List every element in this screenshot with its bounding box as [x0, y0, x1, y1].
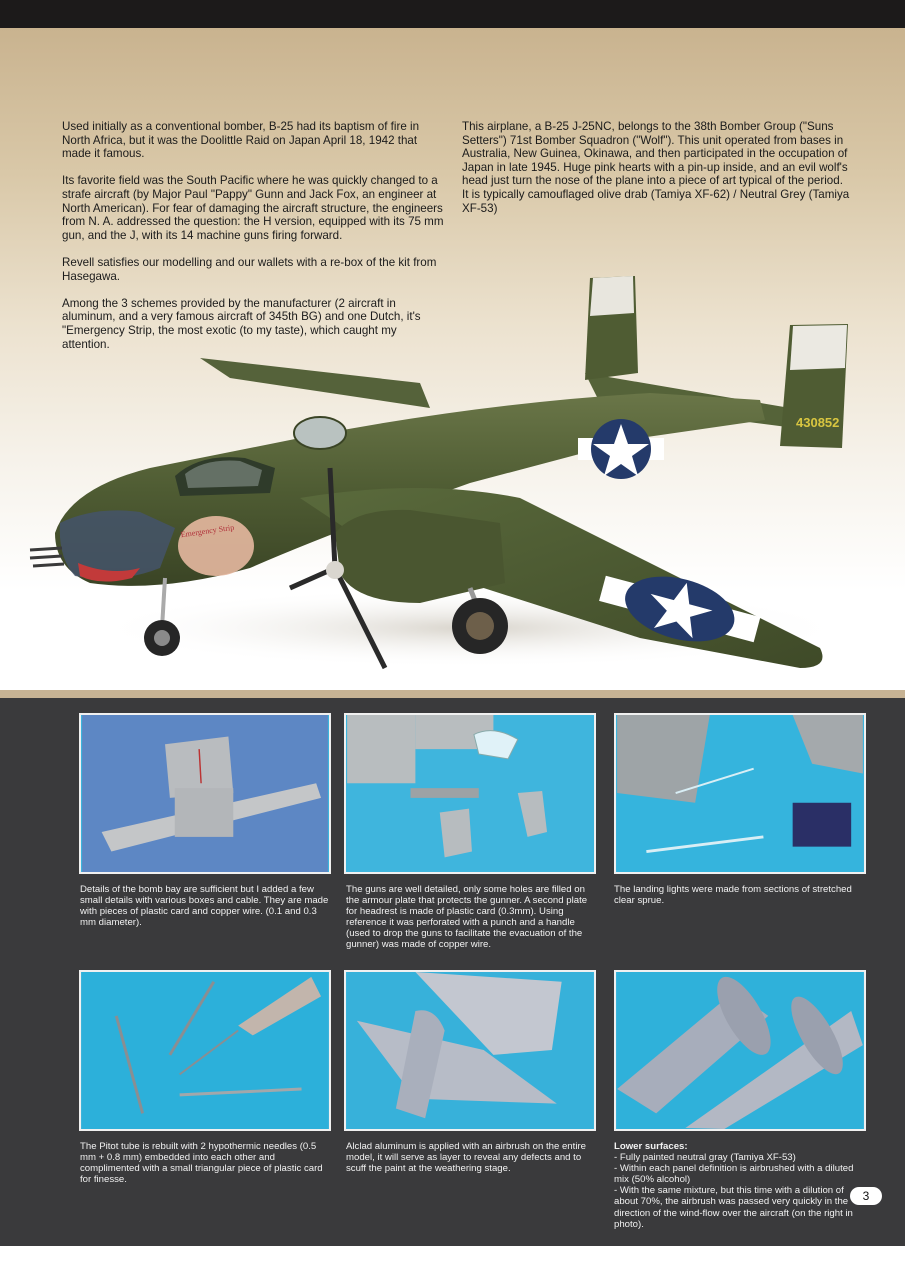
section-separator: [0, 690, 905, 698]
caption-guns: The guns are well detailed, only some holes are filled on the armour plate that protects the gunner. A second plate for headrest is made of plastic card (0.3mm). Using reference it was perforated with a punch and a handle (used to drop the guns to facilitate the evacuation of the gunner) was made of copper wire.: [346, 884, 588, 951]
intro-paragraph: Revell satisfies our modelling and our wallets with a re-box of the kit from Hasegawa.: [62, 255, 437, 283]
lower-surfaces-line: - With the same mixture, but this time with a dilution of about 70%, the airbrush was passed very quickly in the direction of the wind-flow over the aircraft (on the right in photo).: [614, 1185, 853, 1230]
intro-left-column: [62, 120, 447, 365]
photo-landing-lights: [614, 713, 866, 874]
caption-landing-lights: The landing lights were made from sections of stretched clear sprue.: [614, 884, 852, 907]
caption-bomb-bay: Details of the bomb bay are sufficient but I added a few small details with various boxes and cable. They are made with pieces of plastic card and copper wire. (0.1 and 0.3 mm diameter).: [80, 884, 329, 929]
nose-art-text: Emergency Strip: [180, 522, 235, 540]
photo-guns: [344, 713, 596, 874]
intro-paragraph: Used initially as a conventional bomber, B-25 had its baptism of fire in North Africa, but it was the Doolittle Raid on Japan April 18, 1942 that made it famous.: [62, 120, 420, 161]
lower-surfaces-title: Lower surfaces:: [614, 1141, 688, 1152]
caption-alclad: Alclad aluminum is applied with an airbrush on the entire model, it will serve as layer to reveal any defects and to scuff the paint at the weathering stage.: [346, 1141, 586, 1175]
photo-alclad: [344, 970, 596, 1131]
photo-bomb-bay: [79, 713, 331, 874]
photo-pitot-tube: [79, 970, 331, 1131]
lower-surfaces-line: - Within each panel definition is airbrushed with a diluted mix (50% alcohol): [614, 1163, 854, 1186]
caption-pitot-tube: The Pitot tube is rebuilt with 2 hypothermic needles (0.5 mm + 0.8 mm) embedded into each other and complimented with a small triangular piece of plastic card for finesse.: [80, 1141, 323, 1186]
top-bar: [0, 0, 905, 28]
page-number: 3: [850, 1187, 882, 1205]
lower-surfaces-line: - Fully painted neutral gray (Tamiya XF-53): [614, 1152, 796, 1164]
hero-section: [0, 28, 905, 690]
intro-paragraph: Among the 3 schemes provided by the manufacturer (2 aircraft in aluminum, and a very famous aircraft of 345th BG) and one Dutch, it's "Emergency Strip, the most exotic (to my taste), which caught my attention.: [62, 296, 421, 351]
intro-right-column: [462, 120, 852, 229]
photo-lower-surfaces: [614, 970, 866, 1131]
intro-paragraph: This airplane, a B-25 J-25NC, belongs to the 38th Bomber Group ("Suns Setters") 71st Bomber Squadron ("Wolf"). This unit operated from bases in Australia, New Guinea, Okinawa, and then participated in the occupation of Japan in late 1945. Huge pink hearts with a pin-up inside, and an evil wolf's head just turn the nose of the plane into a piece of art typical of the period. It is typically camouflaged olive drab (Tamiya XF-62) / Neutral Grey (Tamiya XF-53): [462, 120, 850, 215]
intro-paragraph: Its favorite field was the South Pacific where he was quickly changed to a strafe aircraft (by Major Paul "Pappy" Gunn and Jack Fox, an engineer at North American). For fear of damaging the aircraft structure, the engineers from N. A. addressed the question: the H version, equipped with its 75 mm gun, and the J, with its 14 machine guns firing forward.: [62, 174, 444, 242]
caption-lower-surfaces: [614, 1141, 859, 1230]
tail-serial: 430852: [796, 415, 840, 430]
